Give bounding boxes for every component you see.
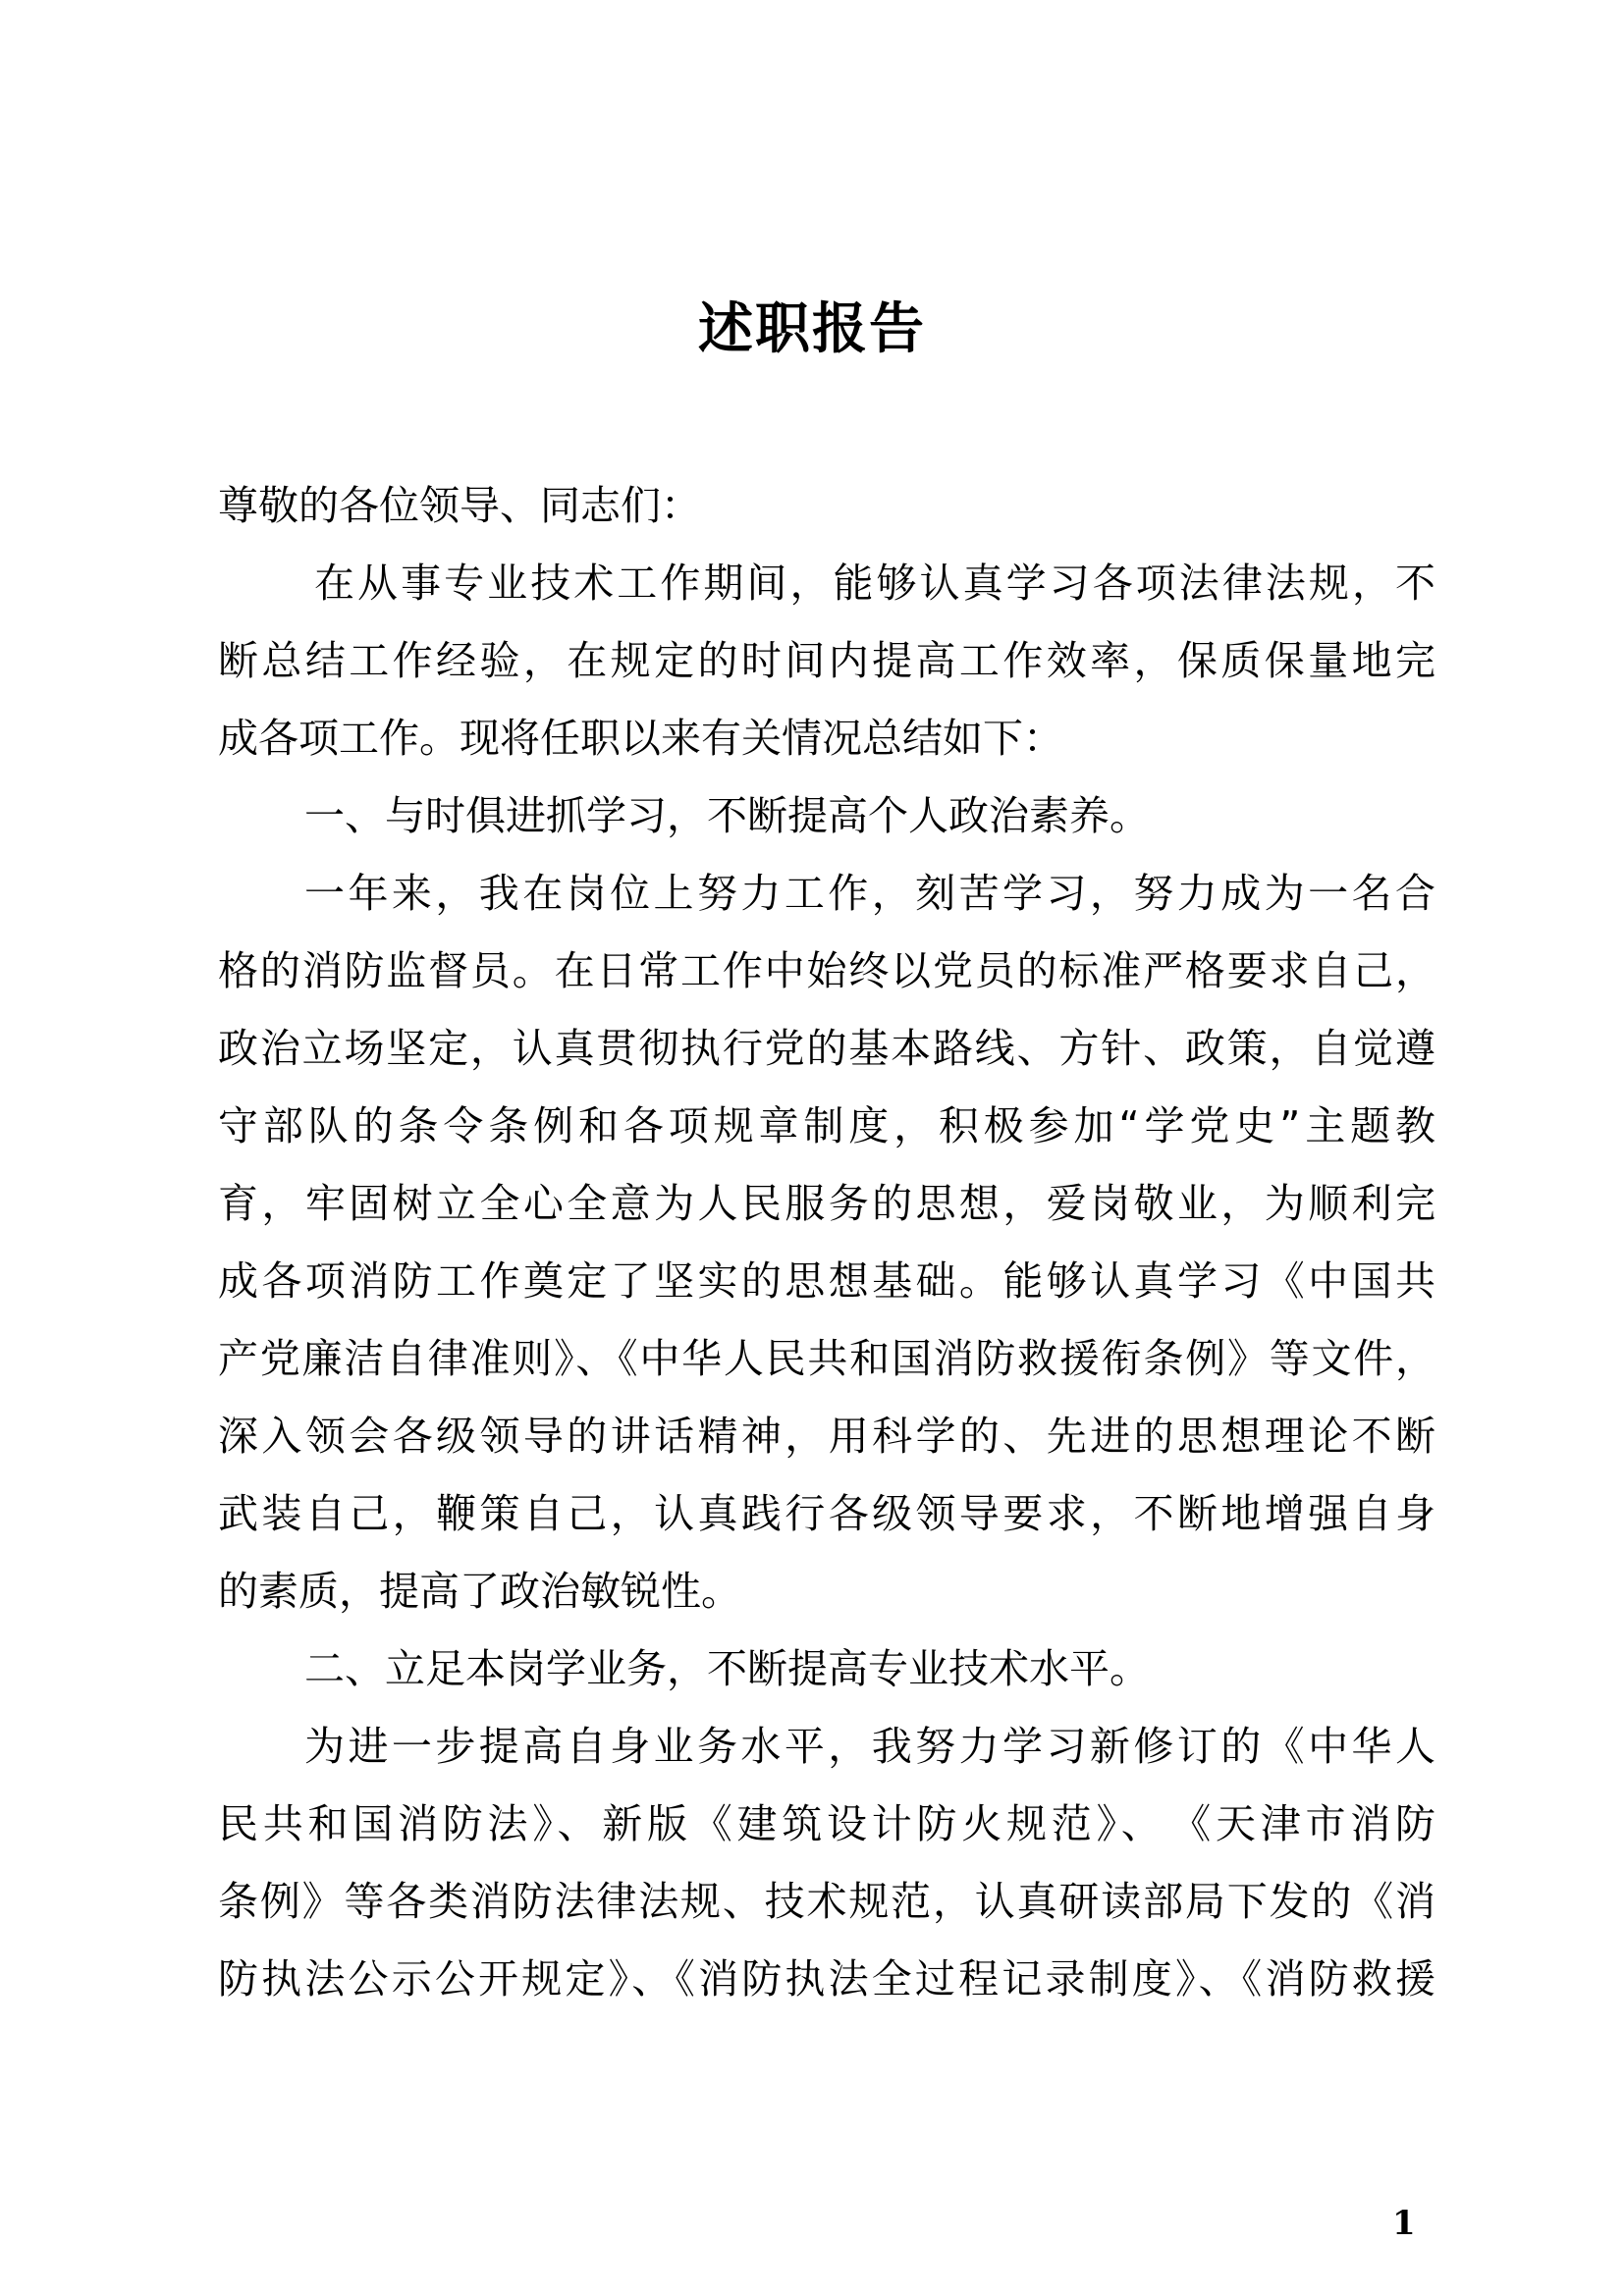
- paragraph-line: 一年来，我在岗位上努力工作，刻苦学习，努力成为一名合: [304, 870, 1435, 917]
- paragraph-line: 格的消防监督员。在日常工作中始终以党员的标准严格要求自己，: [218, 947, 1435, 994]
- paragraph-line: 的素质，提高了政治敏锐性。: [218, 1568, 741, 1615]
- document-title: 述职报告: [698, 296, 926, 361]
- paragraph-line: 育，牢固树立全心全意为人民服务的思想，爱岗敬业，为顺利完: [218, 1180, 1435, 1227]
- document-body: [218, 467, 1435, 2018]
- paragraph-line: 政治立场坚定，认真贯彻执行党的基本路线、方针、政策，自觉遵: [218, 1025, 1435, 1072]
- paragraph-line: 为进一步提高自身业务水平，我努力学习新修订的《中华人: [304, 1723, 1435, 1770]
- paragraph-line: 民共和国消防法》、新版《建筑设计防火规范》、 《天津市消防: [218, 1800, 1435, 1847]
- paragraph-line: 防执法公示公开规定》、《消防执法全过程记录制度》、《消防救援: [218, 1955, 1435, 2002]
- paragraph-line: 成各项消防工作奠定了坚实的思想基础。能够认真学习《中国共: [218, 1257, 1435, 1305]
- paragraph-line: 产党廉洁自律准则》、《中华人民共和国消防救援衔条例》等文件，: [218, 1335, 1435, 1382]
- paragraph-line: 成各项工作。现将任职以来有关情况总结如下：: [218, 715, 1063, 762]
- paragraph-line: 断总结工作经验，在规定的时间内提高工作效率，保质保量地完: [218, 637, 1435, 684]
- salutation-line: 尊敬的各位领导、同志们：: [218, 482, 701, 529]
- section-heading-1: 一、与时俱进抓学习，不断提高个人政治素养。: [304, 792, 1150, 839]
- paragraph-line: 在从事专业技术工作期间，能够认真学习各项法律法规，不: [314, 560, 1435, 607]
- paragraph-line: 武装自己，鞭策自己，认真践行各级领导要求，不断地增强自身: [218, 1490, 1435, 1537]
- page-number: 1: [1392, 2204, 1416, 2243]
- paragraph-line: 守部队的条令条例和各项规章制度，积极参加“学党史”主题教: [218, 1102, 1435, 1149]
- paragraph-line: 深入领会各级领导的讲话精神，用科学的、先进的思想理论不断: [218, 1413, 1435, 1460]
- paragraph-line: 条例》等各类消防法律法规、技术规范，认真研读部局下发的《消: [218, 1878, 1435, 1925]
- section-heading-2: 二、立足本岗学业务，不断提高专业技术水平。: [304, 1645, 1150, 1692]
